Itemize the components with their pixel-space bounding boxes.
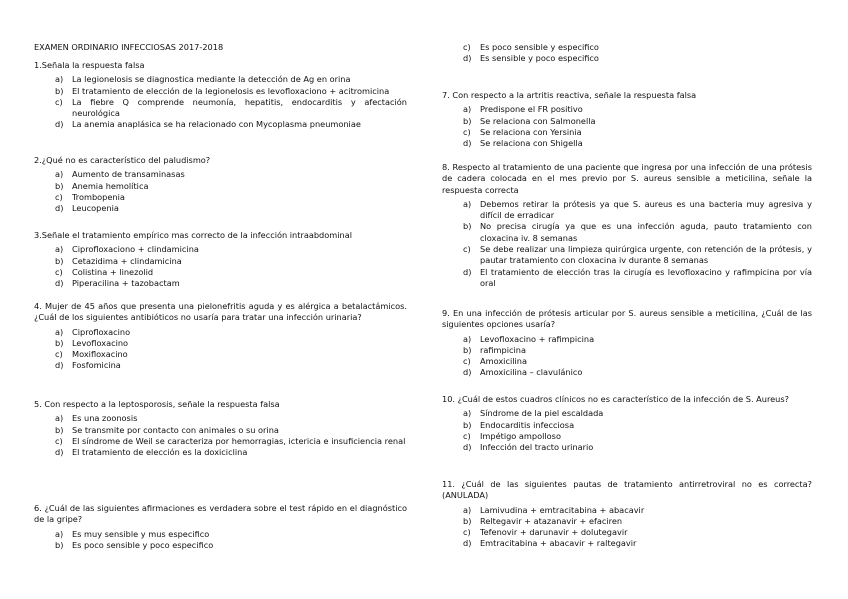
answer-option [442, 516, 812, 527]
question-6 [34, 503, 407, 551]
option-letter: b) [463, 419, 472, 430]
answer-option [34, 327, 407, 338]
answer-option [442, 431, 812, 442]
option-letter: c) [463, 42, 471, 52]
option-letter: a) [463, 408, 472, 419]
option-text: Anemia hemolítica [72, 180, 149, 191]
option-text: El tratamiento de elección tras la cirugía es levofloxacino y rafimpicina por vía oral [480, 266, 812, 288]
question-4 [34, 301, 407, 372]
option-text: Levofloxacino + rafimpicina [480, 333, 595, 344]
option-letter: d) [55, 360, 64, 371]
option-letter: b) [463, 115, 472, 126]
answer-option [442, 356, 812, 367]
option-letter: a) [55, 528, 64, 539]
answer-option [442, 408, 812, 419]
option-letter: c) [55, 435, 63, 446]
option-letter: d) [55, 447, 64, 458]
question-text: 10. ¿Cuál de estos cuadros clínicos no es característico de la infección de S. Aureus? [442, 394, 789, 404]
option-letter: a) [55, 169, 64, 180]
option-text: Tefenovir + darunavir + dolutegavir [480, 527, 628, 538]
option-letter: a) [55, 244, 64, 255]
option-text: Endocarditis infecciosa [480, 419, 575, 430]
option-letter: c) [55, 349, 63, 360]
option-letter: d) [55, 119, 64, 130]
option-text: Trombopenia [72, 191, 125, 202]
answer-options [34, 74, 407, 130]
option-letter: b) [463, 344, 472, 355]
option-letter: d) [55, 203, 64, 214]
answer-options [34, 327, 407, 372]
option-letter: c) [463, 356, 471, 367]
answer-option [34, 278, 407, 289]
option-letter: b) [55, 255, 64, 266]
option-letter: a) [463, 333, 472, 344]
option-text: Infección del tracto urinario [480, 442, 594, 453]
option-text: Debemos retirar la prótesis ya que S. aureus es una bacteria muy agresiva y difícil de erradicar [480, 198, 812, 221]
option-letter: a) [463, 104, 472, 115]
answer-option [34, 436, 407, 447]
question-2 [34, 155, 407, 214]
answer-option [34, 447, 407, 458]
answer-options [442, 505, 812, 550]
option-text: Lamivudina + emtracitabina + abacavir [480, 504, 645, 515]
question-6-continued [442, 42, 812, 65]
answer-option [34, 119, 407, 130]
answer-option [34, 74, 407, 85]
option-text: La anemia anaplásica se ha relacionado con Mycoplasma pneumoniae [72, 119, 361, 130]
question-10 [442, 394, 812, 453]
option-letter: b) [463, 515, 472, 526]
option-letter: c) [463, 430, 471, 441]
answer-option [442, 527, 812, 538]
option-letter: b) [55, 424, 64, 435]
answer-option [34, 169, 407, 180]
option-letter: d) [463, 442, 472, 453]
option-text: Es poco sensible y especifico [480, 42, 599, 52]
option-text: Síndrome de la piel escaldada [480, 408, 604, 419]
option-text: La fiebre Q comprende neumonía, hepatitis, endocarditis y afectación neurológica [72, 96, 407, 119]
option-text: Es poco sensible y poco especifico [72, 539, 214, 550]
option-text: Ciprofloxacino [72, 326, 131, 337]
answer-option [442, 345, 812, 356]
option-text: Es una zoonosis [72, 413, 138, 424]
answer-option [442, 420, 812, 431]
answer-option [442, 244, 812, 267]
option-letter: c) [55, 266, 63, 277]
option-text: Levofloxacino [72, 337, 129, 348]
answer-options [442, 199, 812, 289]
option-letter: b) [55, 85, 64, 96]
option-letter: b) [55, 180, 64, 191]
answer-option [442, 127, 812, 138]
option-letter: d) [463, 266, 472, 277]
option-letter: d) [463, 367, 472, 378]
question-text: 8. Respecto al tratamiento de una paciente que ingresa por una infección de una prótesis de cadera colocada en el mes previo por S. aureus sensible a meticilina, señale la respuesta correcta [442, 162, 812, 195]
question-1 [34, 60, 407, 131]
answer-option [34, 349, 407, 360]
question-text: 4. Mujer de 45 años que presenta una pielonefritis aguda y es alérgica a betalactámicos. ¿Cuál de los siguientes antibióticos no usaría para tratar una infección urinaria? [34, 301, 407, 323]
question-7 [442, 90, 812, 149]
question-text: 2.¿Qué no es característico del paludismo? [34, 155, 211, 165]
question-11 [442, 479, 812, 550]
option-text: Se relaciona con Yersinia [480, 126, 582, 137]
question-5 [34, 399, 407, 458]
answer-option [442, 42, 812, 53]
option-letter: d) [463, 538, 472, 549]
question-8 [442, 162, 812, 289]
answer-option [34, 540, 407, 551]
answer-option [34, 425, 407, 436]
option-letter: a) [463, 198, 472, 209]
answer-option [442, 116, 812, 127]
option-letter: a) [55, 413, 64, 424]
answer-options [442, 408, 812, 453]
option-text: Cetazidima + clindamicina [72, 255, 182, 266]
question-text: 3.Señale el tratamiento empírico mas correcto de la infección intraabdominal [34, 230, 352, 240]
answer-option [34, 203, 407, 214]
question-text: 9. En una infección de prótesis articular por S. aureus sensible a meticilina, ¿Cuál de las siguientes opciones usaría? [442, 308, 812, 330]
option-text: Es muy sensible y mus especifico [72, 528, 210, 539]
option-text: Impétigo ampolloso [480, 430, 561, 441]
question-text: 11. ¿Cuál de las siguientes pautas de tratamiento antirretroviral no es correcta? (ANULADA) [442, 479, 812, 501]
option-text: Moxifloxacino [72, 349, 128, 360]
answer-option [442, 538, 812, 549]
option-text: Leucopenia [72, 203, 119, 214]
answer-option [442, 505, 812, 516]
question-3 [34, 230, 407, 289]
option-text: Amoxicilina [480, 356, 527, 367]
answer-option [442, 138, 812, 149]
answer-option [34, 181, 407, 192]
answer-option [442, 334, 812, 345]
option-letter: d) [55, 278, 64, 289]
answer-option [442, 221, 812, 244]
answer-options [34, 169, 407, 214]
answer-option [34, 256, 407, 267]
answer-options [34, 413, 407, 458]
question-6-continued-options [442, 42, 812, 65]
option-text: Emtracitabina + abacavir + raltegavir [480, 538, 637, 549]
answer-option [34, 338, 407, 349]
option-text: Amoxicilina – clavulánico [480, 367, 583, 378]
option-text: Predispone el FR positivo [480, 104, 583, 115]
question-text: 5. Con respecto a la leptosporosis, señale la respuesta falsa [34, 399, 280, 409]
option-letter: c) [55, 191, 63, 202]
option-letter: c) [55, 96, 63, 107]
answer-option [34, 529, 407, 540]
answer-options [34, 529, 407, 552]
answer-options [442, 334, 812, 379]
option-letter: c) [463, 244, 471, 255]
answer-option [442, 104, 812, 115]
option-text: Ciprofloxaciono + clindamicina [72, 244, 199, 255]
option-text: rafimpicina [480, 344, 526, 355]
option-text: No precisa cirugía ya que es una infección aguda, pauto tratamiento con cloxacina iv. 8 semanas [480, 221, 812, 243]
question-text: 7. Con respecto a la artritis reactiva, señale la respuesta falsa [442, 90, 697, 100]
option-letter: a) [463, 504, 472, 515]
answer-option [34, 413, 407, 424]
option-letter: b) [55, 539, 64, 550]
option-letter: d) [463, 138, 472, 149]
option-text: Es sensible y poco especifico [480, 53, 599, 64]
answer-option [34, 86, 407, 97]
option-text: Se relaciona con Salmonella [480, 115, 596, 126]
option-text: El tratamiento de elección de la legionelosis es levofloxaciono + acitromicina [72, 85, 390, 96]
option-letter: b) [463, 221, 472, 232]
option-text: La legionelosis se diagnostica mediante la detección de Ag en orina [72, 74, 351, 85]
answer-option [442, 367, 812, 378]
option-text: Fosfomicina [72, 360, 121, 371]
answer-options [442, 104, 812, 149]
option-text: Se relaciona con Shigella [480, 138, 583, 149]
option-text: Se transmite por contacto con animales o su orina [72, 424, 279, 435]
option-letter: c) [463, 527, 471, 538]
option-text: El tratamiento de elección es la doxiciclina [72, 447, 248, 458]
question-text: 6. ¿Cuál de las siguientes afirmaciones es verdadera sobre el test rápido en el diagnóstico de la gripe? [34, 503, 407, 525]
answer-options [34, 244, 407, 289]
answer-option [34, 267, 407, 278]
option-letter: a) [55, 74, 64, 85]
question-text: 1.Señala la respuesta falsa [34, 60, 145, 70]
exam-title: EXAMEN ORDINARIO INFECCIOSAS 2017-2018 [34, 42, 224, 52]
answer-option [34, 192, 407, 203]
answer-option [34, 360, 407, 371]
answer-option [442, 53, 812, 64]
option-text: Aumento de transaminasas [72, 169, 185, 180]
option-text: Colistina + linezolid [72, 266, 154, 277]
option-text: Reltegavir + atazanavir + efaciren [480, 515, 623, 526]
answer-option [34, 97, 407, 120]
option-letter: d) [463, 53, 472, 64]
answer-option [442, 442, 812, 453]
answer-option [442, 199, 812, 222]
answer-option [34, 244, 407, 255]
option-text: Piperacilina + tazobactam [72, 278, 180, 289]
option-text: El síndrome de Weil se caracteriza por hemorragias, ictericia e insuficiencia renal [72, 435, 406, 446]
option-text: Se debe realizar una limpieza quirúrgica urgente, con retención de la prótesis, y pautar tratamiento con cloxacina iv durante 8 semanas [480, 244, 812, 266]
option-letter: b) [55, 337, 64, 348]
option-letter: a) [55, 326, 64, 337]
option-letter: c) [463, 126, 471, 137]
question-9 [442, 308, 812, 379]
answer-option [442, 267, 812, 290]
